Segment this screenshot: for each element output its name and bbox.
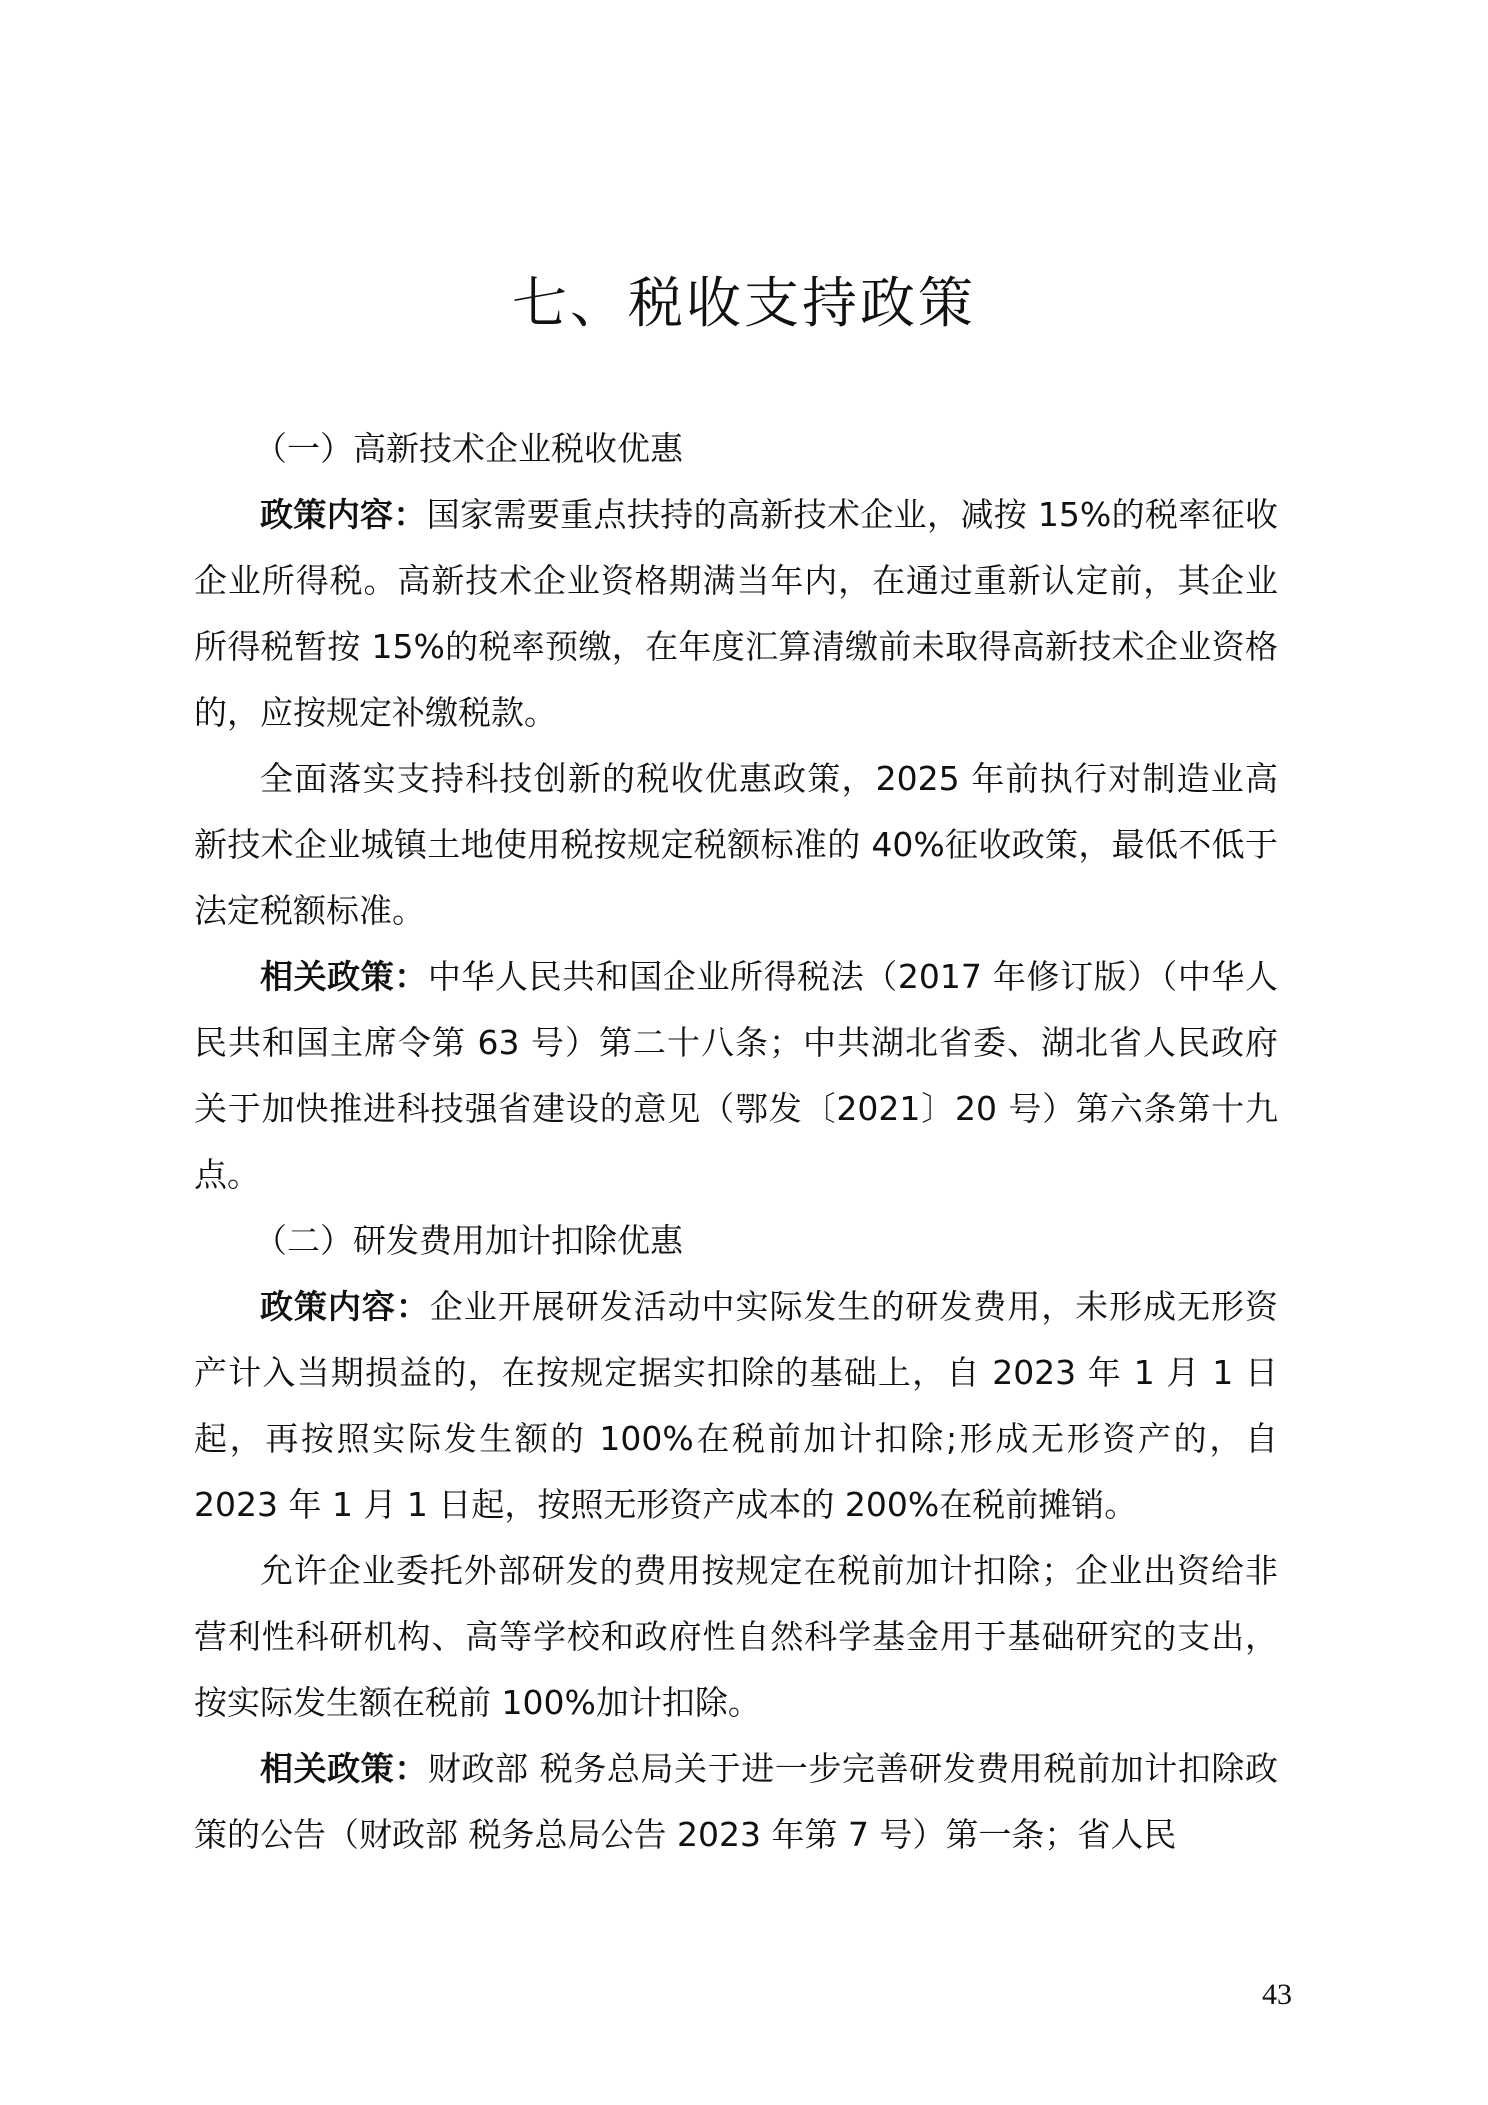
section-2-heading: （二）研发费用加计扣除优惠 — [254, 1221, 683, 1260]
section-1-policy-content — [194, 482, 1278, 746]
section-1-content-label: 政策内容： — [260, 495, 427, 534]
section-2-related-text: 财政部 税务总局关于进一步完善研发费用税前加计扣除政策的公告（财政部 税务总局公告 2023 年第 7 号）第一条；省人民 — [194, 1749, 1278, 1854]
section-2-policy-content — [194, 1274, 1278, 1538]
section-1-extra-paragraph: 全面落实支持科技创新的税收优惠政策，2025 年前执行对制造业高新技术企业城镇土地使用税按规定税额标准的 40%征收政策，最低不低于法定税额标准。 — [194, 759, 1278, 930]
page-title: 七、税收支持政策 — [511, 271, 976, 335]
page-number: 43 — [1262, 1978, 1292, 2011]
section-2-related-policy — [194, 1736, 1278, 1868]
section-1-content-text: 国家需要重点扶持的高新技术企业，减按 15%的税率征收企业所得税。高新技术企业资格期满当年内，在通过重新认定前，其企业所得税暂按 15%的税率预缴，在年度汇算清缴前未取得高新技术企业资格的，应按规定补缴税款。 — [194, 495, 1279, 732]
section-1-related-label: 相关政策： — [260, 957, 428, 996]
section-1-related-policy — [194, 944, 1278, 1208]
section-2-content-label: 政策内容： — [260, 1287, 430, 1326]
section-2-extra-paragraph: 允许企业委托外部研发的费用按规定在税前加计扣除；企业出资给非营利性科研机构、高等学校和政府性自然科学基金用于基础研究的支出，按实际发生额在税前 100%加计扣除。 — [194, 1551, 1278, 1722]
document-body — [194, 416, 1278, 1868]
section-2-related-label: 相关政策： — [260, 1749, 428, 1788]
section-2-content-text: 企业开展研发活动中实际发生的研发费用，未形成无形资产计入当期损益的，在按规定据实扣除的基础上，自 2023 年 1 月 1 日起，再按照实际发生额的 100%在税前加计扣除;形成无形资产的，自 2023 年 1 月 1 日起，按照无形资产成本的 200%在税前摊销。 — [194, 1287, 1279, 1524]
section-1-heading: （一）高新技术企业税收优惠 — [254, 429, 683, 468]
section-1-related-text: 中华人民共和国企业所得税法（2017 年修订版）（中华人民共和国主席令第 63 号）第二十八条；中共湖北省委、湖北省人民政府关于加快推进科技强省建设的意见（鄂发〔2021〕20 号）第六条第十九点。 — [194, 957, 1279, 1194]
